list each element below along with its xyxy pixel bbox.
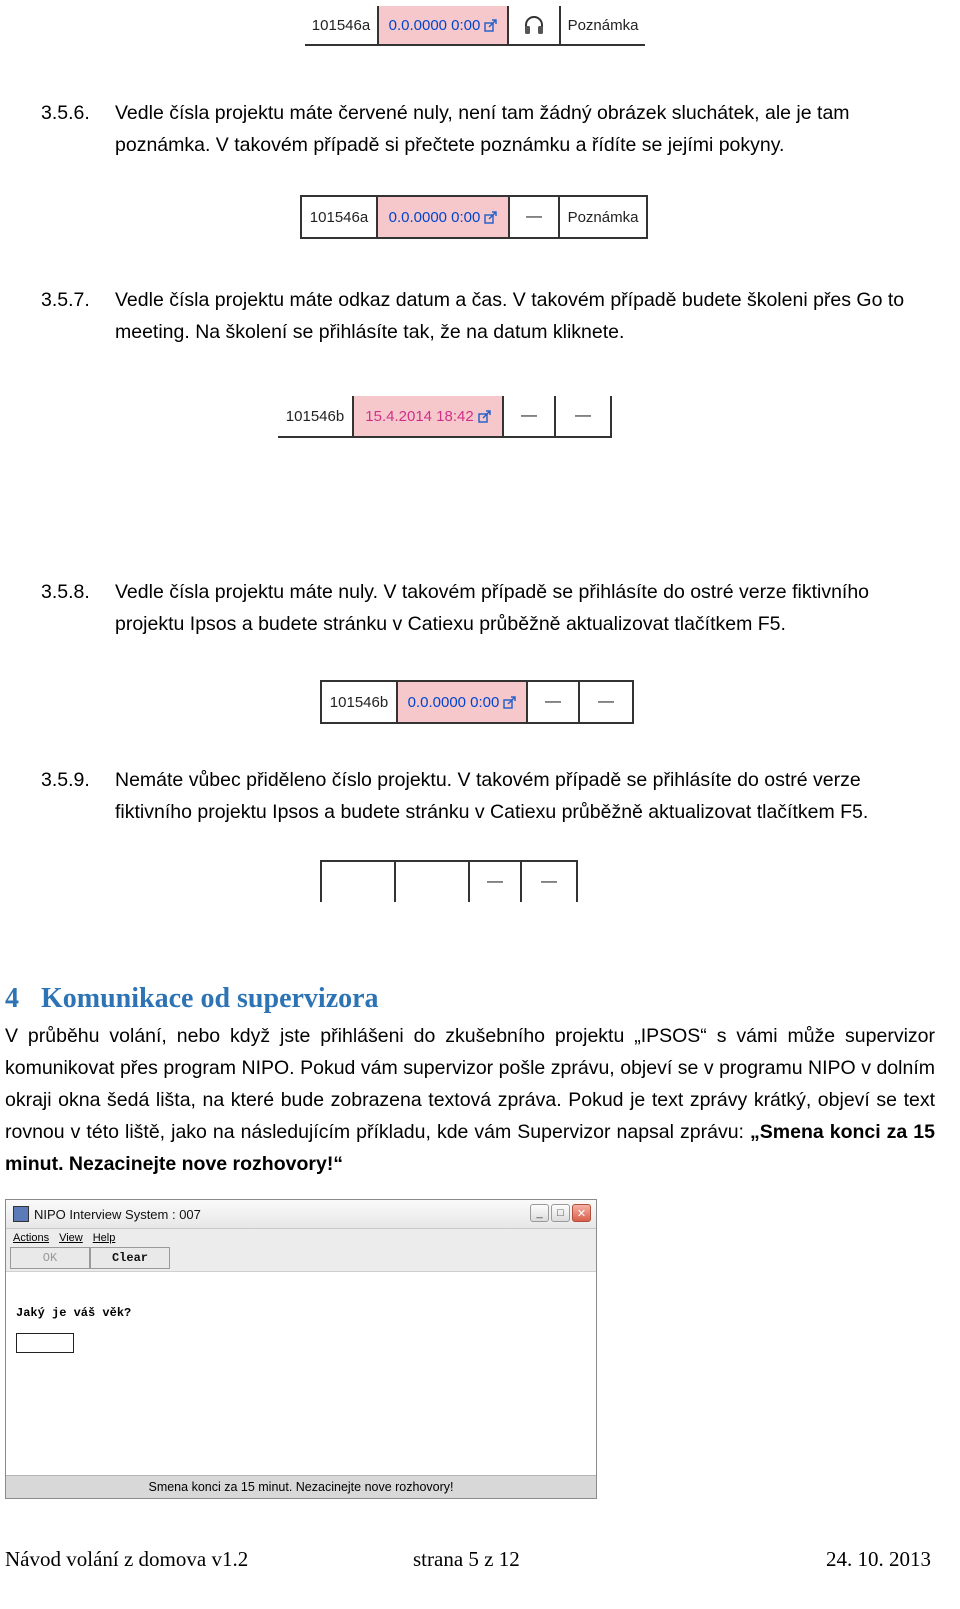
project-strip-empty [320,860,578,902]
project-id-empty-cell [322,862,396,902]
note-cell[interactable]: Poznámka [567,16,639,34]
footer-title: Návod volání z domova v1.2 [5,1547,249,1571]
item-text: Vedle čísla projektu máte odkaz datum a čas. V takovém případě budete školeni přes Go to meeting. Na školení se přihlásíte tak, že na datum kliknete. [115,289,905,343]
project-date-empty-cell [396,862,470,902]
minimize-icon[interactable]: _ [530,1204,549,1222]
external-link-icon[interactable] [503,696,516,709]
window-controls [530,1204,591,1222]
project-date[interactable]: 0.0.0000 0:00 [388,208,481,226]
section-heading [5,981,379,1017]
item-text: Vedle čísla projektu máte červené nuly, není tam žádný obrázek sluchátek, ale je tam poznámka. V takovém případě si přečtete poznámku a řídíte se jejími pokyny. [115,102,850,156]
project-id: 101546a [309,208,369,226]
project-date-link[interactable] [396,682,528,722]
project-id: 101546a [311,16,371,34]
close-icon[interactable]: ✕ [572,1204,591,1222]
project-date[interactable]: 0.0.0000 0:00 [388,16,481,34]
note-empty-cell: — [575,407,591,424]
supervisor-message-quote: „Smena konci za 15 minut. Nezacinejte nove rozhovory!“ [5,1121,935,1175]
note-empty-cell: — [598,693,614,710]
window-titlebar[interactable] [6,1200,596,1229]
item-number: 3.5.7. [41,289,90,311]
item-number: 3.5.6. [41,102,90,124]
headphones-empty-cell: — [504,396,556,436]
project-strip-note [300,195,648,239]
project-id: 101546b [285,407,345,425]
menu-view[interactable]: View [59,1232,83,1244]
item-number: 3.5.9. [41,769,90,791]
age-input[interactable] [16,1333,74,1353]
section-number: 4 [5,983,19,1014]
project-date-link[interactable] [376,197,510,237]
external-link-icon[interactable] [484,211,497,224]
headphones-cell[interactable] [509,6,561,44]
meeting-date-link[interactable] [352,396,504,436]
item-text: Nemáte vůbec přiděleno číslo projektu. V takovém případě se přihlásíte do ostré verze fiktivního projektu Ipsos a budete stránku v Catiexu průběžně aktualizovat tlačítkem F5. [115,769,869,823]
section-title: Komunikace od supervizora [41,983,379,1014]
headphones-empty-cell: — [510,197,560,237]
clear-button[interactable]: Clear [90,1247,170,1269]
app-icon [13,1206,29,1222]
question-label: Jaký je váš věk? [16,1306,132,1320]
footer-date: 24. 10. 2013 [826,1547,931,1571]
ok-button[interactable]: OK [10,1247,90,1269]
project-id: 101546b [329,693,389,711]
external-link-icon[interactable] [484,19,497,32]
headphones-empty-cell: — [528,682,580,722]
project-strip-zeros [320,680,634,724]
project-strip-meeting [278,396,612,438]
supervisor-status-bar: Smena konci za 15 minut. Nezacinejte nove rozhovory! [6,1475,596,1498]
project-date-link[interactable] [377,6,509,44]
footer-page: strana 5 z 12 [413,1547,520,1571]
project-strip-note-headphones [305,6,645,46]
note-cell[interactable]: Poznámka [567,208,639,226]
menu-help[interactable]: Help [92,1232,116,1244]
external-link-icon[interactable] [478,410,491,423]
menu-actions[interactable]: Actions [13,1232,50,1244]
maximize-icon[interactable]: □ [551,1204,570,1222]
item-number: 3.5.8. [41,581,90,603]
meeting-date[interactable]: 15.4.2014 18:42 [365,407,474,425]
section-body [5,1020,935,1180]
headphones-empty-cell: — [470,862,522,902]
menu-bar [6,1229,596,1247]
button-row [6,1247,596,1272]
nipo-window [5,1199,597,1499]
window-title: NIPO Interview System : 007 [34,1206,201,1222]
note-empty-cell: — [522,862,578,902]
item-text: Vedle čísla projektu máte nuly. V takovém případě se přihlásíte do ostré verze fiktivního projektu Ipsos a budete stránku v Catiexu průběžně aktualizovat tlačítkem F5. [115,581,870,635]
headphones-icon[interactable] [523,15,545,35]
project-date[interactable]: 0.0.0000 0:00 [407,693,500,711]
section-body-text: V průběhu volání, nebo když jste přihlášeni do zkušebního projektu „IPSOS“ s vámi může supervizor komunikovat přes program NIPO. Pokud vám supervizor pošle zprávu, objeví se v programu NIPO v dolním okraji okna šedá lišta, na které bude zobrazena textová zpráva. Pokud je text zprávy krátký, objeví se text rovnou v této liště, jako na následujícím příkladu, kde vám Supervizor napsal zprávu: [5,1025,935,1143]
